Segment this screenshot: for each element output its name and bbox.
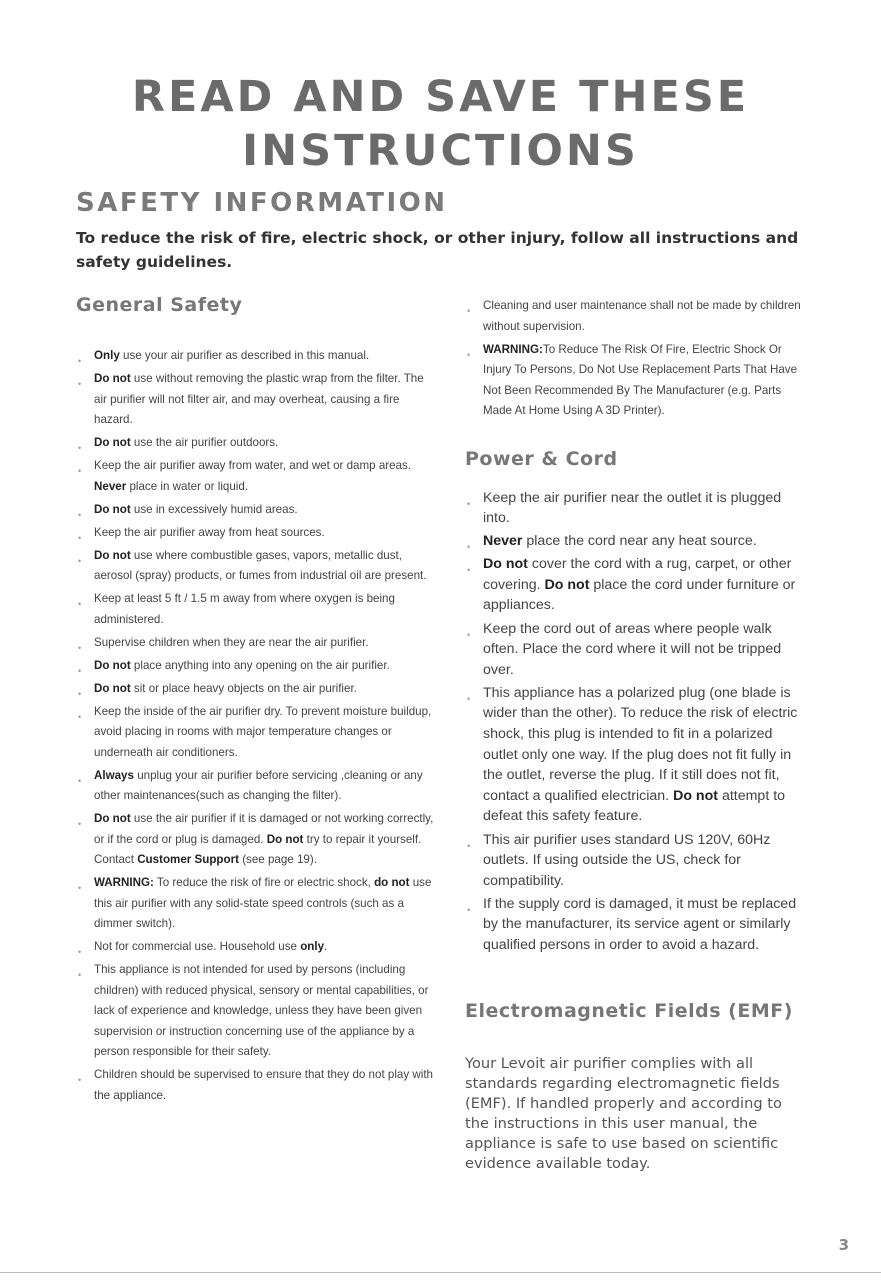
item-text: Keep the inside of the air purifier dry. To prevent moisture buildup, avoid placing in rooms with major temperature changes or underneath air conditioners. (94, 704, 432, 759)
item-text: Keep the air purifier away from heat sources. (94, 525, 325, 539)
list-item (76, 656, 436, 677)
emphasis-text: Customer Support (137, 853, 239, 866)
emf-text: Your Levoit air purifier complies with all standards regarding electromagnetic fields (EMF). If handled properly and according to the instructions in this user manual, the appliance is safe to use based on scientific evidence available today. (465, 1054, 782, 1172)
item-text: place the cord under furniture or appliances. (483, 576, 796, 614)
item-text: use where combustible gases, vapors, metallic dust, aerosol (spray) products, or fumes from industrial oil are present. (94, 548, 427, 582)
general-safety-list (76, 346, 436, 1106)
list-item (465, 296, 810, 337)
general-safety-heading: General Safety (76, 294, 243, 316)
list-item (76, 369, 436, 431)
item-text: (see page 19). (238, 853, 317, 866)
item-text: attempt to defeat this safety feature. (483, 787, 786, 825)
emf-heading: Electromagnetic Fields (EMF) (465, 999, 793, 1022)
list-item (76, 589, 436, 630)
list-item (76, 937, 436, 958)
item-text: This appliance has a polarized plug (one blade is wider than the other). To reduce the risk of electric shock, this plug is intended to fit in a polarized outlet only one way. If the plug does not fit fully in the outlet, reverse the plug. If it still does not fit, contact a qualified electrician. (483, 684, 798, 804)
item-text: This air purifier uses standard US 120V, 60Hz outlets. If using outside the US, check for compatibility. (483, 831, 771, 889)
list-item (465, 531, 810, 552)
section-title: SAFETY INFORMATION (76, 188, 448, 218)
item-text: use this air purifier with any solid-state speed controls (such as a dimmer switch). (94, 876, 432, 930)
emphasis-text: Do not (483, 556, 528, 573)
emphasis-text: Do not (94, 658, 131, 672)
list-item (76, 960, 436, 1063)
item-text: Keep the cord out of areas where people walk often. Place the cord where it will not be tripped over. (483, 620, 782, 678)
item-text: sit or place heavy objects on the air purifier. (130, 681, 357, 695)
item-text: unplug your air purifier before servicing ,cleaning or any other maintenances(such as changing the filter). (94, 768, 423, 802)
list-item (465, 554, 810, 616)
item-text: use your air purifier as described in this manual. (119, 349, 370, 362)
item-text: place the cord near any heat source. (522, 533, 757, 550)
emphasis-text: Never (94, 479, 127, 493)
list-item (465, 830, 810, 892)
emphasis-text: Do not (266, 832, 304, 846)
emphasis-text: Only (94, 349, 120, 362)
item-text: Supervise children when they are near the air purifier. (94, 635, 369, 649)
list-item (76, 633, 436, 654)
list-item (76, 500, 436, 521)
list-item (76, 679, 436, 700)
power-cord-heading: Power & Cord (465, 447, 618, 470)
item-text: To Reduce The Risk Of Fire, Electric Shock Or Injury To Persons, Do Not Use Replacement Parts That Have Not Been Recommended By The Manufacturer (e.g. Parts Made At Home Using A 3D Printer). (483, 342, 798, 417)
list-item (76, 809, 436, 871)
item-text: use the air purifier if it is damaged or not working correctly, or if the cord or plug is damaged. (94, 812, 434, 846)
item-text: This appliance is not intended for used by persons (including children) with reduced physical, sensory or mental capabilities, or lack of experience and knowledge, unless they have been given supervision or instruction concerning use of the appliance by a person responsible for their safety. (94, 963, 429, 1058)
emphasis-text: Do not (94, 502, 131, 516)
left-column (76, 294, 436, 1109)
power-cord-list (465, 488, 810, 956)
item-text: If the supply cord is damaged, it must be replaced by the manufacturer, its service agent or similarly qualified persons in order to avoid a hazard. (483, 895, 797, 953)
list-item (76, 873, 436, 935)
emphasis-text: WARNING: (483, 342, 543, 356)
intro-text: To reduce the risk of fire, electric shock, or other injury, follow all instructions and safety guidelines. (76, 229, 799, 271)
emphasis-text: do not (374, 876, 410, 889)
item-text: cover the cord with a rug, carpet, or other covering. (483, 556, 792, 593)
emphasis-text: only (300, 940, 325, 953)
item-text: place anything into any opening on the air purifier. (130, 658, 390, 672)
bottom-divider (0, 1272, 881, 1273)
list-item (76, 433, 436, 454)
emphasis-text: Do not (673, 787, 718, 804)
item-text: Children should be supervised to ensure that they do not play with the appliance. (94, 1068, 434, 1102)
item-text: . (324, 940, 328, 953)
emphasis-text: WARNING: (94, 876, 154, 889)
emphasis-text: Do not (544, 576, 590, 593)
page-title (0, 70, 881, 178)
emphasis-text: Do not (94, 548, 131, 562)
emphasis-text: Do not (94, 681, 131, 695)
item-text: try to repair it yourself. Contact (94, 832, 422, 866)
list-item (465, 619, 810, 681)
item-text: use the air purifier outdoors. (130, 436, 279, 449)
emphasis-text: Always (94, 768, 134, 782)
item-text: Keep the air purifier away from water, and wet or damp areas. (94, 459, 412, 472)
item-text: place in water or liquid. (126, 479, 249, 493)
item-text: use in excessively humid areas. (130, 502, 298, 516)
list-item (465, 340, 810, 422)
item-text: Not for commercial use. Household use (94, 940, 301, 953)
page-number: 3 (838, 1236, 849, 1254)
emphasis-text: Do not (94, 436, 131, 449)
emphasis-text: Do not (94, 812, 131, 825)
page-title-line-1: READ AND SAVE THESE (131, 72, 750, 122)
item-text: Keep at least 5 ft / 1.5 m away from where oxygen is being administered. (94, 592, 395, 626)
list-item (76, 1065, 436, 1106)
list-item (76, 456, 436, 497)
list-item (465, 488, 810, 529)
continued-safety-list (465, 296, 810, 422)
list-item (76, 766, 436, 807)
emphasis-text: Do not (94, 372, 131, 385)
list-item (465, 894, 810, 956)
item-text: Cleaning and user maintenance shall not be made by children without supervision. (483, 299, 801, 333)
emphasis-text: Never (483, 533, 523, 550)
right-column (465, 296, 810, 1174)
item-text: use without removing the plastic wrap from the filter. The air purifier will not filter air, and may overheat, causing a fire hazard. (94, 372, 424, 426)
page-title-line-2: INSTRUCTIONS (242, 126, 639, 176)
list-item (76, 523, 436, 544)
item-text: To reduce the risk of fire or electric shock, (153, 876, 375, 889)
list-item (76, 346, 436, 367)
list-item (76, 702, 436, 764)
list-item (465, 683, 810, 827)
list-item (76, 546, 436, 587)
item-text: Keep the air purifier near the outlet it is plugged into. (483, 489, 782, 527)
